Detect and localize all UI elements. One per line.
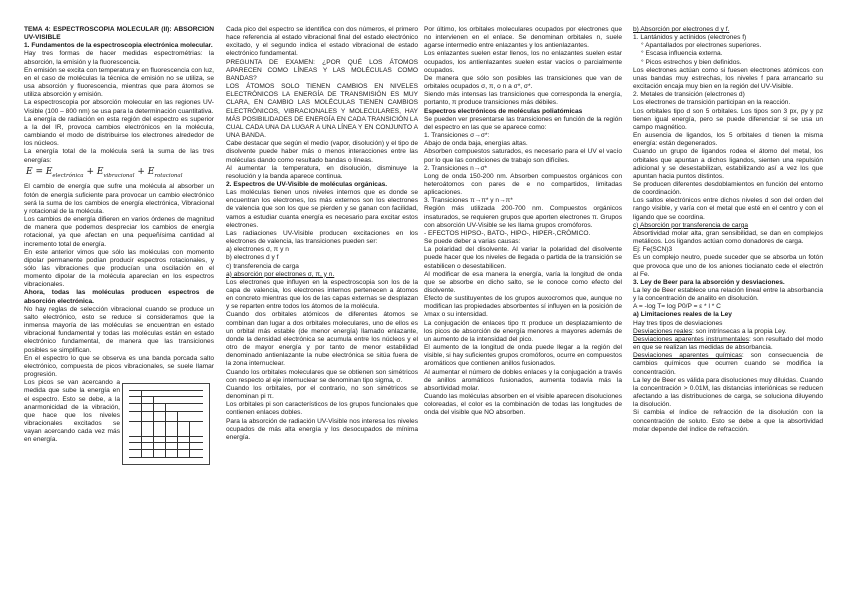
paragraph: Es un complejo neutro, puede suceder que se absorba un fotón que provoca que uno de los aniones tiocianato cede el electrón al Fe. [633, 254, 823, 278]
list-item: c) transferencia de carga [226, 262, 299, 270]
beer-law-formula: A = -log T= log P0/P = ε * l * C [633, 303, 721, 311]
formula-sub: rotacional [154, 172, 183, 179]
paragraph: La espectroscopia por absorción molecular en las regiones UV-Visible (100 – 800 nm) se usa para la determinación cuantitativa. [24, 99, 214, 115]
paragraph: La ley de Beer establece una relación lineal entre la absorbancia y la concentración de analito en disolución. [633, 287, 823, 303]
paragraph: Los electrones de transición participan en la reacción. [633, 99, 791, 107]
subsection-title: a) absorción por electrones σ, π, y n. [226, 270, 335, 278]
transition-heading: 3. Transiciones π→π* y n→π* [424, 197, 513, 205]
subsection-title: b) Absorción por electrones d y f. [633, 26, 730, 33]
document-heading: TEMA 4: ESPECTROSCOPÍA MOLECULAR (II): ABSORCIÓN UV-VISIBLE [24, 26, 214, 42]
paragraph: Por último, los orbitales moleculares ocupados por electrones que no intervienen en el enlace. Se denominan orbitales n, suele agarse intermedio entre enlazantes y los antienlazantes. [424, 26, 622, 50]
list-item: b) electrones d y f [226, 254, 279, 262]
paragraph: Para la absorción de radiación UV-Visible nos interesa los niveles ocupados de más alta energía y los desocupados de mínima energía. [226, 417, 418, 441]
paragraph-bold: Ahora, todas las moléculas producen espectros de absorción electrónica. [24, 289, 214, 305]
deviation-text: : son consecuencia de cambios químicos que ocurren cuando se modifica la concentración. [633, 352, 823, 376]
column-2 [226, 26, 418, 596]
paragraph: Los enlazantes suelen estar llenos, los no enlazantes suelen estar ocupados, los antienlazantes suelen estar vacíos o parcialmente ocupados. [424, 50, 622, 74]
paragraph: Los cambios de energía difieren en varios órdenes de magnitud de manera que podemos despreciar los cambios de energía rotacional, ya que afectan en una pequeñísima cantidad al incremento total de energía. [24, 216, 214, 248]
paragraph: Las radiaciones UV-Visible producen excitaciones en los electrones de valencia, las transiciones pueden ser: [226, 229, 418, 246]
paragraph: La polaridad del disolvente. Al variar la polaridad del disolvente puede hacer que los niveles de llegada o partida de la transición se estabilicen o desestabilicen. [424, 246, 622, 270]
paragraph: Se puede deber a varias causas: [424, 238, 521, 246]
level-line [129, 457, 203, 458]
paragraph: 2. Metales de transición (electrones d) [633, 91, 745, 99]
paragraph: En este anterior vimos que sólo las moléculas con momento dipolar permanente podían producir espectros rotacionales, y sólo las vibraciones que producían una oscilación en el momento dipolar de la molécula aparecían en los espectros vibracionales. [24, 248, 214, 289]
deviation-label: Desviaciones aparentes instrumentales [633, 335, 749, 343]
subsection-title: c) Absorción por transferencia de carga [633, 221, 749, 229]
paragraph: Siendo más intensas las transiciones que corresponda la energía, portanto, π produce transiciones más débiles. [424, 91, 622, 107]
paragraph: Al aumentar el número de dobles enlaces y la conjugación a través de anillos aromáticos fusionados, aumenta todavía más la absortividad molar. [424, 368, 622, 392]
paragraph: El cambio de energía que sufre una molécula al absorber un fotón de energía suficiente para provocar un cambio electrónico será la suma de los cambios de energía electrónica, Vibracional y rotacional de la molécula. [24, 183, 214, 215]
paragraph: La energía de radiación en esta región del espectro es superior a la del IR, provoca cambios electrónicos en la molécula, cambiando el modo de distribuirse los electrones alrededor de los núcleos. [24, 115, 214, 148]
bullet-item: ° Picos estrechos y bien definidos. [641, 58, 742, 66]
deviation-text: : son intrínsecas a la propia Ley. [692, 327, 787, 335]
paragraph: Los picos se van acercando a medida que sube la energía en el espectro. Esto se debe, a la anarmonicidad de la vibración, que hace que los niveles vibracionales excitados se vayan acercando cada vez más en energía. [24, 379, 120, 444]
paragraph: Long de onda 150-200 nm. Absorben compuestos orgánicos con heteroátomos con pares de e no compartidos, limitadas aplicaciones. [424, 172, 622, 197]
formula-sub: electrónica [52, 172, 84, 179]
paragraph: Los orbitales tipo d son 5 orbitales. Los tipos son 3 px, py y pz tienen igual energía, pero se puede diferenciar si se usa un campo magnético. [633, 107, 823, 131]
paragraph: Efecto de sustituyentes de los grupos auxocromos que, aunque no modifican las propiedades absorbentes sí influyen en la posición de λmax o su intensidad. [424, 295, 622, 319]
deviation-real [633, 328, 823, 336]
paragraph: Ej: Fe(SCN)3 [633, 246, 673, 254]
paragraph: Hay tres tipos de desviaciones [633, 319, 723, 327]
paragraph: Hay tres formas de hacer medidas espectrométrias: la absorción, la emisión y la fluorescencia. [24, 50, 214, 66]
paragraph: 1. Lantánidos y actínidos (electrones f) [633, 34, 747, 42]
list-item: a) electrones σ, π y n [226, 246, 289, 254]
transition-heading: 2. Transiciones n→σ* [424, 164, 488, 172]
progression-figure-block [24, 379, 214, 467]
paragraph: Si cambia el índice de refracción de la disolución con la concentración de soluto. Esto se debe a que la absortividad molar depende del índice de refracción. [633, 409, 823, 433]
paragraph: En el espectro lo que se observa es una banda porcada salto electrónico, compuesta de picos vibracionales, se suele llamar progresión. [24, 354, 214, 379]
deviation-text: : son resultado del modo en que se realizan las medidas de absorbancia. [633, 335, 823, 352]
paragraph: Los orbitales pi son característicos de los grupos funcionales que contienen enlaces dobles. [226, 401, 418, 417]
transition-heading: 1. Transiciones σ→σ*: [424, 132, 490, 140]
paragraph: Región más utilizada 200-700 nm. Compuestos orgánicos insaturados, se requieren grupos que aporten electrones π. Grupos con absorción UV-Visible se les llama grupos cromóforos. [424, 205, 622, 229]
section-2-title: 2. Espectros de UV-Visible de moléculas orgánicas. [226, 180, 388, 188]
paragraph: Los electrones que influyen en la espectroscopia son los de la capa de valencia, los electrones internos pertenecen a átomos en concreto mientras que los de las capas externas se desplazan y se reparten entre todos los átomos de la molécula. [226, 278, 418, 311]
formula-term: = E [32, 166, 53, 177]
deviation-label: Desviaciones reales [633, 327, 693, 335]
exam-question: PREGUNTA DE EXAMEN: ¿POR QUÉ LOS ÁTOMOS APARECEN COMO LÍNEAS Y LAS MOLÉCULAS COMO BANDAS? [226, 58, 418, 82]
paragraph: La conjugación de enlaces tipo π produce un desplazamiento de los picos de absorción de energía menores a mayores además de un aumento de la intensidad del pico. [424, 319, 622, 343]
formula-term: + E [134, 166, 155, 177]
paragraph: En ausencia de ligandos, los 5 orbitales d tienen la misma energía: están degenerados. [633, 132, 823, 148]
paragraph: Se producen diferentes desdoblamientos en función del entorno de coordinación. [633, 180, 823, 197]
formula-sub: vibracional [103, 172, 135, 179]
energy-formula [26, 166, 214, 182]
paragraph: De manera que sólo son posibles las transiciones que van de orbitales ocupados σ, π, o n a σ*, σ*. [424, 74, 622, 91]
paragraph: Se pueden ver presentarse las transiciones en función de la región del espectro en las que se aparece como: [424, 115, 622, 131]
paragraph: - EFECTOS HIPSO-, BATO-, HIPO-, HIPER-,CRÓMICO. [424, 229, 591, 237]
paragraph: Las moléculas tienen unos niveles internos que es donde se encuentran los electrones, los más externos son los electrones de valencia que son los que se pierden y se ganan con facilidad, vamos a estudiar cuanta energía es necesario para excitar estos electrones. [226, 189, 418, 229]
column-1 [24, 26, 214, 596]
paragraph: Cuando los orbitales moleculares que se obtienen son simétricos con respecto al eje internuclear se denominan tipo sigma, σ. [226, 368, 418, 384]
paragraph: Cuando un grupo de ligandos rodea el átomo del metal, los orbitales que apuntan a dichos ligandos, sienten una repulsión adicional y se desestabilizan, estabilizando así a vez los que apuntan hacia puntos distintos. [633, 148, 823, 180]
transition-line [177, 411, 178, 457]
paragraph: Cada pico del espectro se identifica con dos números, el primero hace referencia al estado vibracional final del estado electrónico excitado, y el segundo indica el estado vibracional de estado electrónico fundamental. [226, 26, 418, 58]
deviation-chemical [633, 352, 823, 376]
paragraph: La energía total de la molécula será la suma de las tres energías: [24, 148, 214, 164]
section-3-title: 3. Ley de Beer para la absorción y desviaciones. [633, 278, 785, 286]
column-4 [633, 26, 823, 596]
column-3 [424, 26, 622, 596]
paragraph: Cabe destacar que según el medio (vapor, disolución) y el tipo de disolvente puede haber más o menos interacciones entre las moléculas dando como resultado bandas o líneas. [226, 140, 418, 164]
paragraph: Abajo de onda baja, energías altas. [424, 140, 528, 148]
paragraph: No hay reglas de selección vibracional cuando se produce un salto electrónico, esto se reduce si consideramos que la inmensa mayoría de las moléculas se encuentran en estado vibracional fundamental y todas las moléculas están en estado electrónico fundamental, de manera que las transiciones posibles se simplifican. [24, 305, 214, 354]
deviation-instrumental [633, 336, 823, 352]
transition-line [141, 390, 142, 457]
transition-line [153, 396, 154, 457]
paragraph: Cuando dos orbitales atómicos de diferentes átomos se combinan dan lugar a dos orbitales moleculares, uno de ellos es un orbital más estable (de menor energía) llamado enlazante, donde la densidad electrónica se acumula entre los núcleos y el otro de mayor energía y por tanto de menor estabilidad denominado antienlazante la nube electrónica se sitúa fuera de la zona internuclear. [226, 311, 418, 368]
paragraph: Cuando los orbitales, por el contrario, no son simétricos se denominan pi π. [226, 384, 418, 401]
transition-line [165, 403, 166, 457]
section-1-title: 1. Fundamentos de la espectroscopia electrónica molecular. [24, 42, 213, 50]
bullet-item: ° Escasa influencia externa. [641, 50, 723, 58]
paragraph: Los electrones actúan como si fuesen electrones atómicos con unas bandas muy estrechas, los niveles f para arrancarlo su excitación encaja muy bien en la región del UV-Visible. [633, 66, 823, 91]
paragraph: En emisión se excita con temperatura y en fluorescencia con luz, en el caso de moléculas la técnica de emisión no se utiliza, se usa absorción y fluorescencia, mientras que para átomos se utiliza absorción y emisión. [24, 66, 214, 99]
paragraph: Absorben compuestos saturados, es necesario para el UV el vacío por lo que las condiciones de trabajo son difíciles. [424, 148, 622, 164]
paragraph: El aumento de la longitud de onda puede llegar a la región del visible, si hay suficientes grupos cromóforos, ocurre en compuestos aromáticos que contienen anillos fusionados. [424, 344, 622, 368]
energy-levels-diagram [122, 383, 210, 465]
exam-answer: LOS ÁTOMOS SOLO TIENEN CAMBIOS EN NIVELES ELECTRÓNICOS LA ENERGÍA DE TRANSMISIÓN ES MUY CLARA, EN CAMBIO LAS MOLÉCULAS TIENEN CAMBIOS ELECTRÓNICOS, VIBRACIONALES Y MOLECULARES, HAY MÁS POSIBILIDADES DE ENERGÍA EN CADA TRANSICIÓN LA CUAL CADA UNA DA LUGAR A UNA LÍNEA Y EN CONJUNTO A UNA BANDA. [226, 83, 418, 140]
deviation-label: Desviaciones aparentes químicas [633, 352, 742, 360]
paragraph: Los saltos electrónicos entre dichos niveles d son del orden del rango visible, y varía con el metal que esté en el centro y con el ligando que se coordina. [633, 197, 823, 221]
formula-e: E [26, 166, 33, 177]
subsection-title: a) Limitaciones reales de la Ley [633, 311, 732, 319]
bullet-item: ° Apantallados por electrones superiores. [641, 42, 762, 50]
paragraph: Al aumentar la temperatura, en disolución, disminuye la resolución y la banda aparece continua. [226, 164, 418, 180]
paragraph: Cuando las moléculas absorben en el visible aparecen disoluciones coloreadas, el color es la combinación de todas las longitudes de onda del visible que NO absorben. [424, 393, 622, 417]
transition-line [189, 421, 190, 457]
subsection-title: Espectros electrónicos de moléculas poliatómicas [424, 107, 583, 115]
paragraph: La ley de Beer es válida para disoluciones muy diluidas. Cuando la concentración > 0.01M, las distancias interiónicas se reducen afectando a las distribuciones de carga, se soluciona diluyendo la disolución. [633, 376, 823, 409]
paragraph: Absortividad molar alta, gran sensibilidad, se dan en complejos metálicos. Los ligandos actúan como donadores de carga. [633, 229, 823, 246]
paragraph: Al modificar de esa manera la energía, varía la longitud de onda que se absorbe en dicho salto, se le conoce como efecto del disolvente. [424, 270, 622, 294]
formula-term: + E [83, 166, 104, 177]
